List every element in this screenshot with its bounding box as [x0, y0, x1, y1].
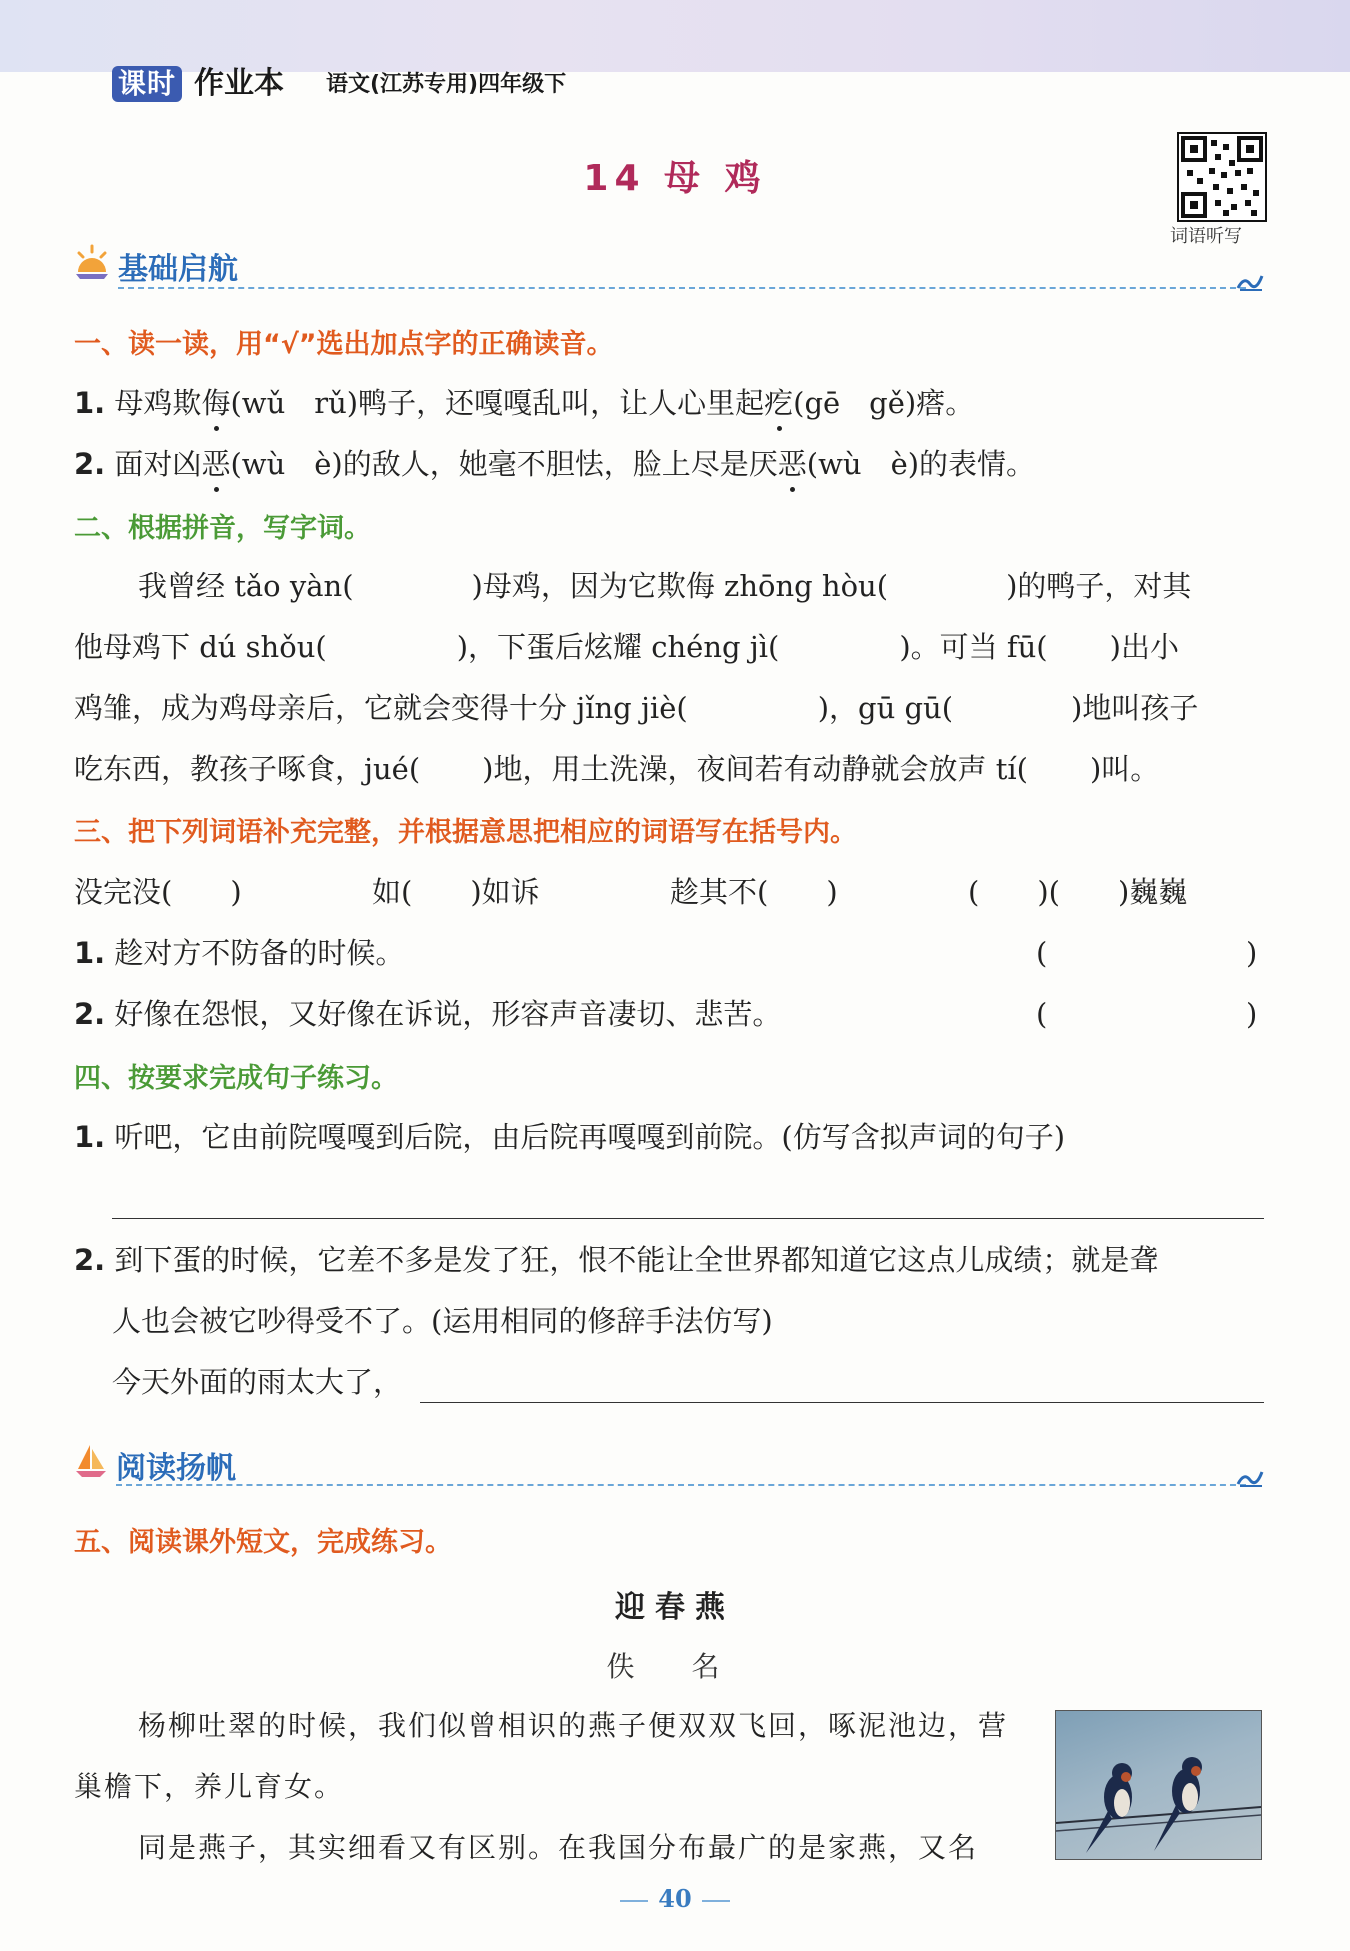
q4-prompt: 今天外面的雨太大了，: [112, 1365, 403, 1399]
qr-label: 词语听写: [1170, 226, 1242, 247]
text: 鸡雏，成为鸡母亲后，它就会变得十分 jǐng jiè(: [74, 691, 688, 725]
article-paragraph-1-cont: 巢檐下，养儿育女。: [74, 1770, 345, 1803]
text: )母鸡，因为它欺侮 zhōng hòu(: [471, 569, 889, 603]
text: )出小: [1109, 630, 1179, 664]
text: 好像在怨恨，又好像在诉说，形容声音凄切、悲苦。: [114, 997, 782, 1031]
item-number: 2.: [74, 1243, 106, 1277]
sailboat-icon: [74, 1443, 108, 1479]
article-title: 迎春燕: [615, 1590, 735, 1625]
item-number: 1.: [74, 1120, 106, 1154]
text: 吃东西，教孩子啄食，jué(: [74, 752, 421, 786]
text: )地叫孩子: [1071, 691, 1199, 725]
text: 趁对方不防备的时候。: [114, 936, 405, 970]
item-number: 1.: [74, 936, 106, 970]
pinyin-choices[interactable]: (gē gě)瘩。: [793, 386, 975, 420]
text: 母鸡欺: [114, 386, 202, 420]
subject-label: 语文(江苏专用)四年级下: [326, 72, 567, 97]
q2-line-4: [74, 749, 1159, 789]
q3-word-2[interactable]: 如( )如诉: [372, 875, 540, 909]
q5-title: 五、阅读课外短文，完成练习。: [74, 1527, 452, 1558]
wave-icon: [1236, 270, 1264, 298]
page-number: [0, 1884, 1350, 1913]
q3-definition-2: [74, 994, 781, 1034]
q3-word-4[interactable]: ( )( )巍巍: [968, 875, 1188, 909]
q4-sentence-2-cont: 人也会被它吵得受不了。(运用相同的修辞手法仿写): [112, 1304, 773, 1338]
section-basic-title: 基础启航: [118, 252, 238, 287]
answer-line[interactable]: [112, 1218, 1264, 1219]
page-number-value: 40: [658, 1884, 692, 1913]
text: )，gū gū(: [817, 691, 954, 725]
pinyin-choices[interactable]: (wù è)的敌人，她毫不胆怯，脸上尽是厌: [230, 447, 778, 481]
brand-logo: 课时: [112, 66, 182, 102]
answer-paren-open[interactable]: (: [1036, 997, 1048, 1031]
page-number-rule: [620, 1900, 648, 1902]
q3-title: 三、把下列词语补充完整，并根据意思把相应的词语写在括号内。: [74, 817, 857, 848]
article-author: 佚 名: [606, 1650, 744, 1683]
swallows-photo: [1055, 1710, 1262, 1860]
pinyin-choices[interactable]: (wù è)的表情。: [806, 447, 1036, 481]
lesson-title: 14 母 鸡: [583, 158, 767, 199]
text: )叫。: [1089, 752, 1160, 786]
text: )的鸭子，对其: [1006, 569, 1192, 603]
section-reading-title: 阅读扬帆: [116, 1451, 236, 1486]
q1-sentence-2: [74, 444, 1035, 484]
text: 他母鸡下 dú shǒu(: [74, 630, 327, 664]
q1-title: 一、读一读，用“√”选出加点字的正确读音。: [74, 329, 614, 360]
dotted-char: 恶: [778, 444, 807, 484]
text: 听吧，它由前院嘎嘎到后院，由后院再嘎嘎到前院。(仿写含拟声词的句子): [114, 1120, 1066, 1154]
item-number: 2.: [74, 447, 106, 481]
text: 到下蛋的时候，它差不多是发了狂，恨不能让全世界都知道它这点儿成绩；就是聋: [114, 1243, 1159, 1277]
article-paragraph-1: 杨柳吐翠的时候，我们似曾相识的燕子便双双飞回，啄泥池边，营: [138, 1709, 1009, 1742]
answer-line[interactable]: [420, 1402, 1264, 1403]
q4-sentence-2: [74, 1240, 1158, 1280]
q2-line-1: [138, 566, 1191, 606]
q1-sentence-1: [74, 383, 974, 423]
text: 我曾经 tǎo yàn(: [138, 569, 354, 603]
text: )，下蛋后炫耀 chéng jì(: [456, 630, 780, 664]
q3-word-3[interactable]: 趁其不( ): [670, 875, 838, 909]
item-number: 1.: [74, 386, 106, 420]
header-band: [0, 0, 1350, 72]
section-divider: [118, 287, 1246, 289]
pinyin-choices[interactable]: (wǔ rǔ)鸭子，还嘎嘎乱叫，让人心里起: [230, 386, 765, 420]
q2-line-2: [74, 627, 1179, 667]
q3-definition-1: [74, 933, 404, 973]
q3-word-1[interactable]: 没完没( ): [74, 875, 242, 909]
q4-sentence-1: [74, 1117, 1065, 1157]
q4-title: 四、按要求完成句子练习。: [74, 1063, 398, 1094]
q2-line-3: [74, 688, 1198, 728]
text: 面对凶: [114, 447, 202, 481]
dotted-char: 恶: [201, 444, 230, 484]
text: )地，用土洗澡，夜间若有动静就会放声 tí(: [482, 752, 1028, 786]
dotted-char: 侮: [201, 383, 230, 423]
qr-code-icon[interactable]: [1177, 132, 1267, 222]
section-divider: [116, 1484, 1246, 1486]
answer-paren-close: ): [1246, 997, 1258, 1031]
answer-paren-open[interactable]: (: [1036, 936, 1048, 970]
sun-icon: [74, 244, 110, 280]
q2-title: 二、根据拼音，写字词。: [74, 513, 371, 544]
brand-name: 作业本: [194, 66, 284, 101]
page-number-rule: [702, 1900, 730, 1902]
item-number: 2.: [74, 997, 106, 1031]
text: )。可当 fū(: [899, 630, 1048, 664]
article-paragraph-2: 同是燕子，其实细看又有区别。在我国分布最广的是家燕，又名: [138, 1831, 979, 1864]
answer-paren-close: ): [1246, 936, 1258, 970]
wave-icon: [1236, 1466, 1264, 1494]
dotted-char: 疙: [764, 383, 793, 423]
